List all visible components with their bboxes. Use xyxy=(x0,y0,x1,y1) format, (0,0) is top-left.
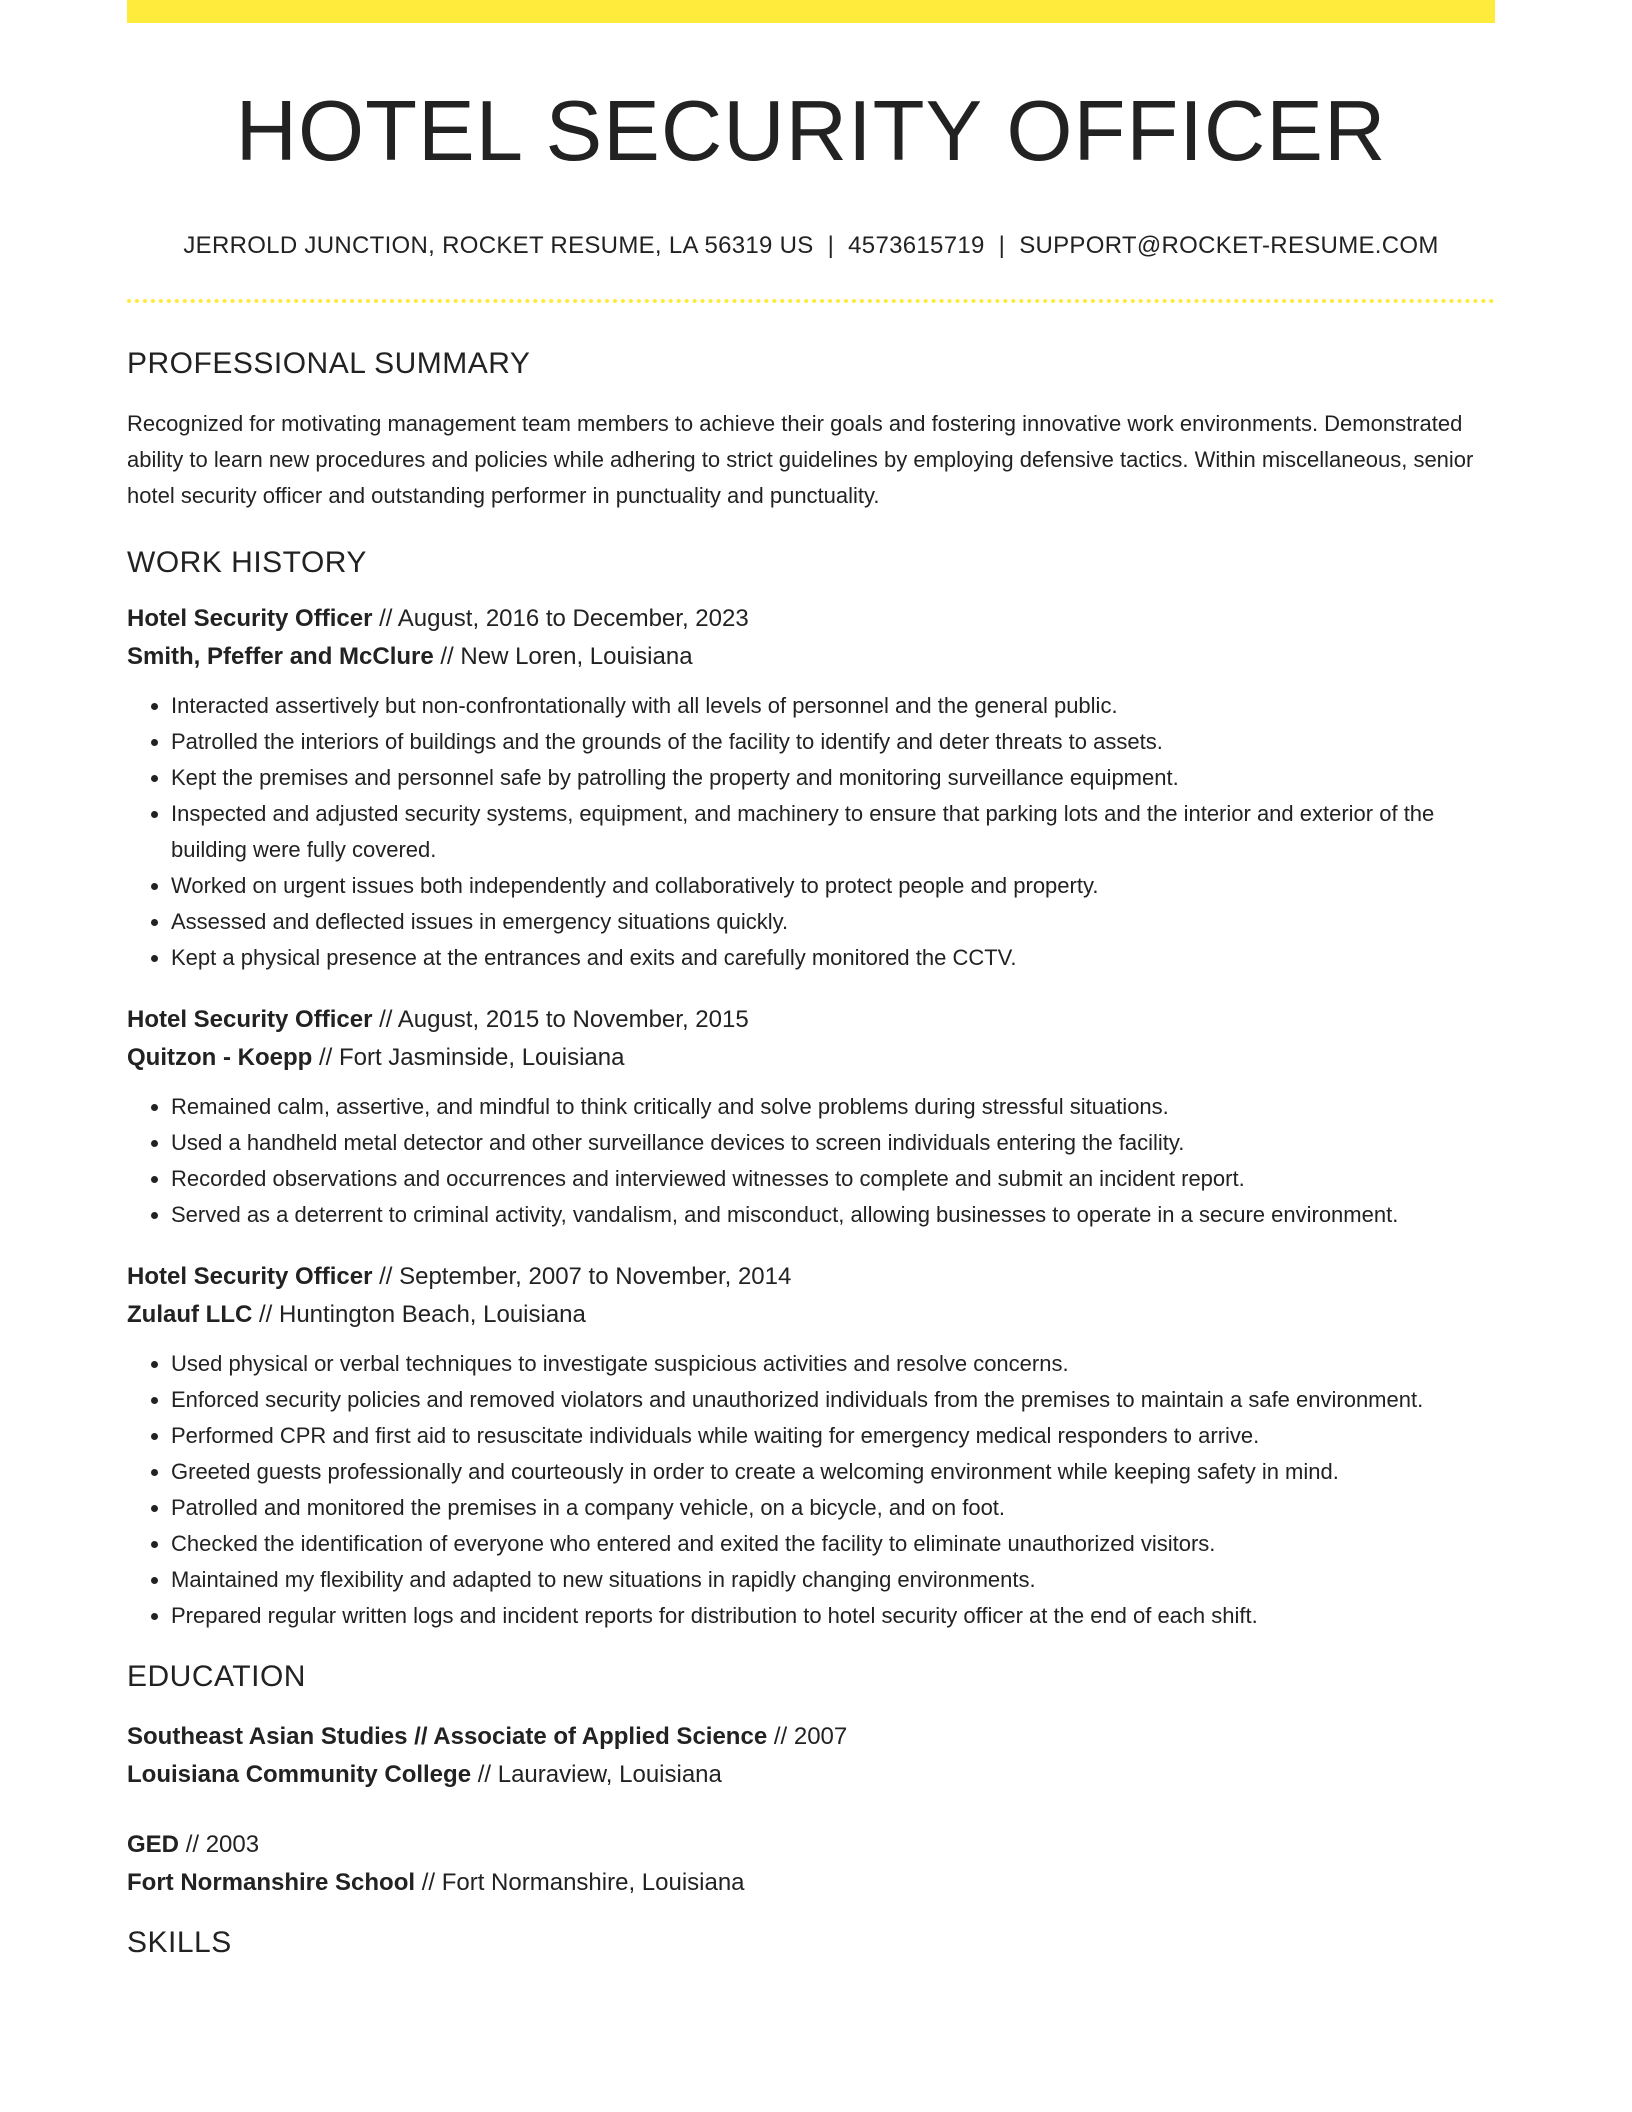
education-location: // Lauraview, Louisiana xyxy=(477,1760,722,1788)
job-role-line xyxy=(127,1258,1495,1296)
education-year: // 2007 xyxy=(773,1722,848,1750)
education-school: Louisiana Community College xyxy=(127,1760,472,1788)
job-bullet-list xyxy=(127,1089,1495,1233)
education-school: Fort Normanshire School xyxy=(127,1868,416,1896)
job-bullet-list xyxy=(127,688,1495,976)
job-role: Hotel Security Officer xyxy=(127,1005,373,1033)
job-bullet: • Assessed and deflected issues in emergency situations quickly. xyxy=(171,904,1495,940)
dotted-divider xyxy=(127,299,1495,303)
job-role: Hotel Security Officer xyxy=(127,1262,373,1290)
job-bullet: • Inspected and adjusted security systems, equipment, and machinery to ensure that parking lots and the interior and exterior of the building were fully covered. xyxy=(171,796,1495,868)
job-company-line xyxy=(127,1296,1495,1334)
education-entry xyxy=(127,1718,1495,1794)
job-bullet: • Recorded observations and occurrences and interviewed witnesses to complete and submit an incident report. xyxy=(171,1161,1495,1197)
work-history-heading: WORK HISTORY xyxy=(127,545,367,579)
job-company-line xyxy=(127,1039,1495,1077)
education-school-line xyxy=(127,1756,1495,1794)
job-company: Quitzon - Koepp xyxy=(127,1043,313,1071)
accent-top-bar xyxy=(127,0,1495,23)
job-bullet: • Used a handheld metal detector and other surveillance devices to screen individuals entering the facility. xyxy=(171,1125,1495,1161)
job-company-line xyxy=(127,638,1495,676)
job-entry xyxy=(127,1258,1495,1634)
job-bullet: • Served as a deterrent to criminal activity, vandalism, and misconduct, allowing businesses to operate in a secure environment. xyxy=(171,1197,1495,1233)
job-bullet: • Kept a physical presence at the entrances and exits and carefully monitored the CCTV. xyxy=(171,940,1495,976)
job-entry xyxy=(127,1001,1495,1233)
job-entry xyxy=(127,600,1495,976)
education-entry xyxy=(127,1826,1495,1902)
job-bullet-list xyxy=(127,1346,1495,1634)
education-degree: Southeast Asian Studies // Associate of Applied Science xyxy=(127,1722,768,1750)
job-role: Hotel Security Officer xyxy=(127,604,373,632)
job-bullet: • Maintained my flexibility and adapted to new situations in rapidly changing environments. xyxy=(171,1562,1495,1598)
job-bullet: • Patrolled the interiors of buildings and the grounds of the facility to identify and deter threats to assets. xyxy=(171,724,1495,760)
summary-heading: PROFESSIONAL SUMMARY xyxy=(127,346,531,380)
summary-text: Recognized for motivating management team members to achieve their goals and fostering innovative work environments. Demonstrated ability to learn new procedures and policies while adhering to strict guidelines by employing defensive tactics. Within miscellaneous, senior hotel security officer and outstanding performer in punctuality and punctuality. xyxy=(127,410,1474,508)
job-bullet: • Checked the identification of everyone who entered and exited the facility to eliminate unauthorized visitors. xyxy=(171,1526,1495,1562)
job-bullet: • Prepared regular written logs and incident reports for distribution to hotel security officer at the end of each shift. xyxy=(171,1598,1495,1634)
education-year: // 2003 xyxy=(185,1830,260,1858)
job-location: // Huntington Beach, Louisiana xyxy=(258,1300,586,1328)
job-bullet: • Performed CPR and first aid to resuscitate individuals while waiting for emergency medical responders to arrive. xyxy=(171,1418,1495,1454)
job-bullet: • Greeted guests professionally and courteously in order to create a welcoming environment while keeping safety in mind. xyxy=(171,1454,1495,1490)
contact-separator: | xyxy=(827,231,835,259)
job-bullet: • Patrolled and monitored the premises in a company vehicle, on a bicycle, and on foot. xyxy=(171,1490,1495,1526)
job-bullet: • Worked on urgent issues both independently and collaboratively to protect people and property. xyxy=(171,868,1495,904)
job-bullet: • Remained calm, assertive, and mindful to think critically and solve problems during stressful situations. xyxy=(171,1089,1495,1125)
education-school-line xyxy=(127,1864,1495,1902)
job-location: // Fort Jasminside, Louisiana xyxy=(318,1043,625,1071)
job-dates: // August, 2015 to November, 2015 xyxy=(379,1005,749,1033)
job-company: Smith, Pfeffer and McClure xyxy=(127,642,434,670)
job-company: Zulauf LLC xyxy=(127,1300,253,1328)
education-degree-line xyxy=(127,1826,1495,1864)
education-degree-line xyxy=(127,1718,1495,1756)
contact-email: SUPPORT@ROCKET-RESUME.COM xyxy=(1019,231,1439,259)
contact-address: JERROLD JUNCTION, ROCKET RESUME, LA 56319 US xyxy=(183,231,814,259)
education-degree: GED xyxy=(127,1830,180,1858)
contact-phone: 4573615719 xyxy=(848,231,985,259)
resume-title: HOTEL SECURITY OFFICER xyxy=(235,84,1387,179)
job-bullet: • Kept the premises and personnel safe by patrolling the property and monitoring surveillance equipment. xyxy=(171,760,1495,796)
education-location: // Fort Normanshire, Louisiana xyxy=(421,1868,745,1896)
job-bullet: • Interacted assertively but non-confrontationally with all levels of personnel and the general public. xyxy=(171,688,1495,724)
job-dates: // September, 2007 to November, 2014 xyxy=(379,1262,792,1290)
contact-line xyxy=(127,232,1495,260)
job-dates: // August, 2016 to December, 2023 xyxy=(379,604,749,632)
contact-separator: | xyxy=(998,231,1006,259)
education-heading: EDUCATION xyxy=(127,1659,306,1693)
job-location: // New Loren, Louisiana xyxy=(440,642,693,670)
job-bullet: • Used physical or verbal techniques to investigate suspicious activities and resolve concerns. xyxy=(171,1346,1495,1382)
resume-page xyxy=(127,0,1495,1960)
skills-heading: SKILLS xyxy=(127,1925,232,1959)
job-role-line xyxy=(127,600,1495,638)
job-bullet: • Enforced security policies and removed violators and unauthorized individuals from the premises to maintain a safe environment. xyxy=(171,1382,1495,1418)
job-role-line xyxy=(127,1001,1495,1039)
